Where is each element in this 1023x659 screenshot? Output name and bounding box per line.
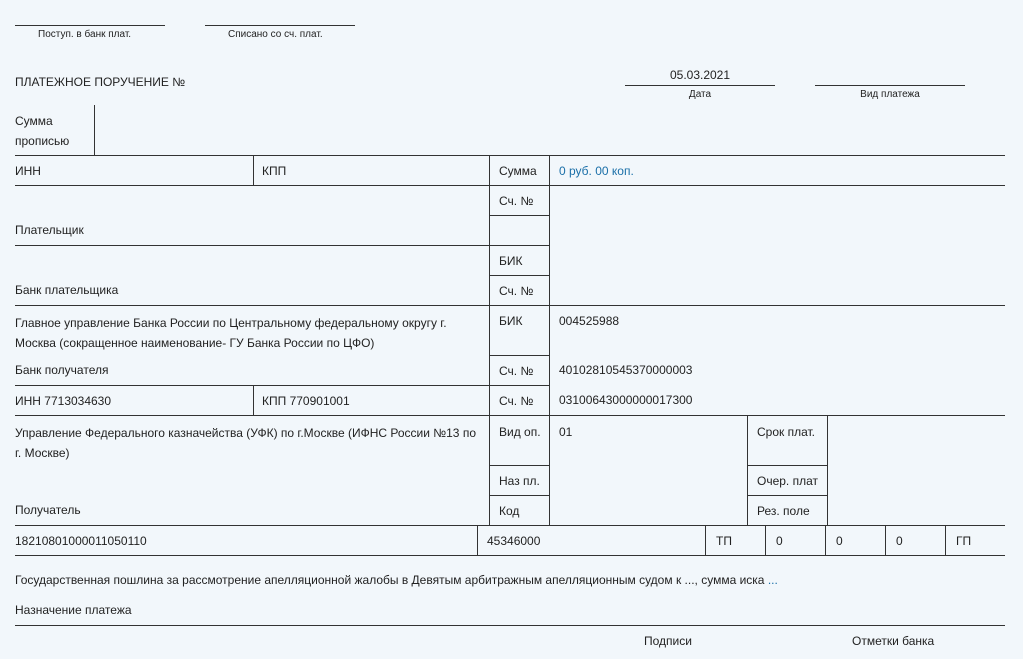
debited-line	[205, 25, 355, 26]
h-line	[15, 625, 1005, 626]
h-line	[550, 185, 1005, 186]
v-line	[477, 525, 478, 555]
recipient-name: Управление Федерального казначейства (УФК) по г.Москве (ИФНС России №13 по г. Москве)	[15, 426, 476, 460]
recipient-account-value: 03100643000000017300	[559, 393, 693, 407]
payer-kpp-label: КПП	[262, 164, 287, 178]
h-line	[15, 525, 1005, 526]
v-line	[765, 525, 766, 555]
purpose-text: Государственная пошлина за рассмотрение апелляционной жалобы в Девятым арбитражным апелляционным судом к ..., сумма иска	[15, 573, 765, 587]
h-line	[15, 245, 550, 246]
h-line	[490, 275, 550, 276]
v-line	[885, 525, 886, 555]
recipient-bank-name: Главное управление Банка России по Центральному федеральному округу г. Москва (сокращенное наименование- ГУ Банка России по ЦФО)	[15, 316, 447, 350]
h-line	[748, 495, 828, 496]
oktmo-value: 45346000	[487, 534, 541, 548]
purpose-code-label: Наз пл.	[499, 474, 540, 488]
date-label: Дата	[688, 89, 712, 100]
recipient-bik-value: 004525988	[559, 314, 620, 328]
h-line	[748, 465, 828, 466]
h-line	[15, 155, 1005, 156]
h-line	[15, 385, 550, 386]
payer-inn-label: ИНН	[15, 164, 41, 178]
kbk-value: 18210801000011050110	[15, 534, 147, 548]
reserve-label: Рез. поле	[757, 504, 810, 518]
bank-marks-label: Отметки банка	[852, 634, 935, 648]
document-title: ПЛАТЕЖНОЕ ПОРУЧЕНИЕ №	[15, 75, 186, 89]
recipient-bank-account-value: 40102810545370000003	[559, 363, 693, 377]
purpose-expand-link[interactable]: ...	[767, 573, 778, 587]
v-line	[747, 415, 748, 525]
recipient-bank-account-label: Сч. №	[499, 364, 534, 378]
recipient-account-label: Сч. №	[499, 394, 534, 408]
recipient-inn: ИНН 7713034630	[15, 394, 112, 408]
purpose-text-row	[15, 573, 778, 588]
h-line	[15, 555, 1005, 556]
op-type-label: Вид оп.	[499, 425, 541, 439]
h-line	[490, 215, 550, 216]
recipient-label: Получатель	[15, 503, 81, 517]
field3-value: 0	[896, 534, 903, 548]
amount-words-label-2: прописью	[15, 134, 70, 148]
field1-value: 0	[776, 534, 783, 548]
h-line	[490, 465, 550, 466]
payer-bik-label: БИК	[499, 254, 523, 268]
payer-account-label: Сч. №	[499, 194, 534, 208]
field2-value: 0	[836, 534, 843, 548]
tp-label: ТП	[716, 534, 732, 548]
date-value: 05.03.2021	[669, 68, 731, 82]
h-line	[490, 495, 550, 496]
sum-value: 0 руб. 00 коп.	[559, 164, 634, 178]
payer-bank-account-label: Сч. №	[499, 284, 534, 298]
deadline-label: Срок плат.	[757, 425, 816, 439]
recipient-kpp: КПП 770901001	[262, 394, 350, 408]
v-line	[945, 525, 946, 555]
received-line	[15, 25, 165, 26]
v-line	[253, 385, 254, 415]
h-line	[15, 305, 1005, 306]
h-line	[15, 185, 550, 186]
amount-words-label-1: Сумма	[15, 114, 53, 128]
received-label: Поступ. в банк плат.	[38, 29, 132, 40]
signatures-label: Подписи	[644, 634, 692, 648]
code-label: Код	[499, 504, 520, 518]
v-line	[827, 415, 828, 525]
recipient-bank-label: Банк получателя	[15, 363, 109, 377]
purpose-label: Назначение платежа	[15, 603, 132, 617]
v-line	[705, 525, 706, 555]
date-line	[625, 85, 775, 86]
payment-type-label: Вид платежа	[860, 89, 920, 100]
op-type-value: 01	[559, 425, 573, 439]
recipient-bik-label: БИК	[499, 314, 523, 328]
v-line	[253, 155, 254, 185]
amount-words-divider	[94, 105, 95, 155]
sum-label: Сумма	[499, 164, 537, 178]
v-line	[549, 155, 550, 525]
payer-bank-label: Банк плательщика	[15, 283, 119, 297]
payer-label: Плательщик	[15, 223, 84, 237]
h-line	[490, 355, 550, 356]
payment-type-line	[815, 85, 965, 86]
order-label: Очер. плат	[757, 474, 819, 488]
v-line	[825, 525, 826, 555]
gp-label: ГП	[956, 534, 972, 548]
debited-label: Списано со сч. плат.	[228, 29, 323, 40]
v-line	[489, 155, 490, 525]
h-line	[15, 415, 1005, 416]
